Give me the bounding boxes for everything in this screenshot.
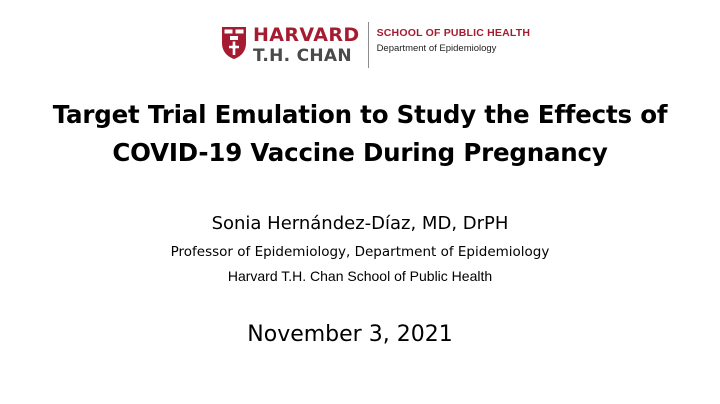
logo-wordmark — [253, 22, 360, 68]
slide-title — [0, 96, 720, 172]
logo-school-block — [377, 22, 531, 68]
presenter-role: Professor of Epidemiology, Department of Epidemiology — [170, 244, 550, 260]
harvard-shield-icon — [221, 26, 247, 60]
logo-school-short: T.H. CHAN — [253, 45, 352, 66]
logo-divider — [368, 22, 369, 68]
logo-university: HARVARD — [253, 23, 360, 46]
presentation-date: November 3, 2021 — [247, 322, 453, 347]
logo-school-name: SCHOOL OF PUBLIC HEALTH — [376, 27, 531, 39]
presenter-name: Sonia Hernández-Díaz, MD, DrPH — [211, 213, 509, 234]
presenter-institution: Harvard T.H. Chan School of Public Health — [227, 268, 493, 284]
slide-title-line1: Target Trial Emulation to Study the Effects of — [52, 100, 668, 129]
slide-title-line2: COVID-19 Vaccine During Pregnancy — [112, 138, 608, 167]
logo-department: Department of Epidemiology — [376, 43, 497, 54]
harvard-chan-logo — [221, 22, 530, 68]
